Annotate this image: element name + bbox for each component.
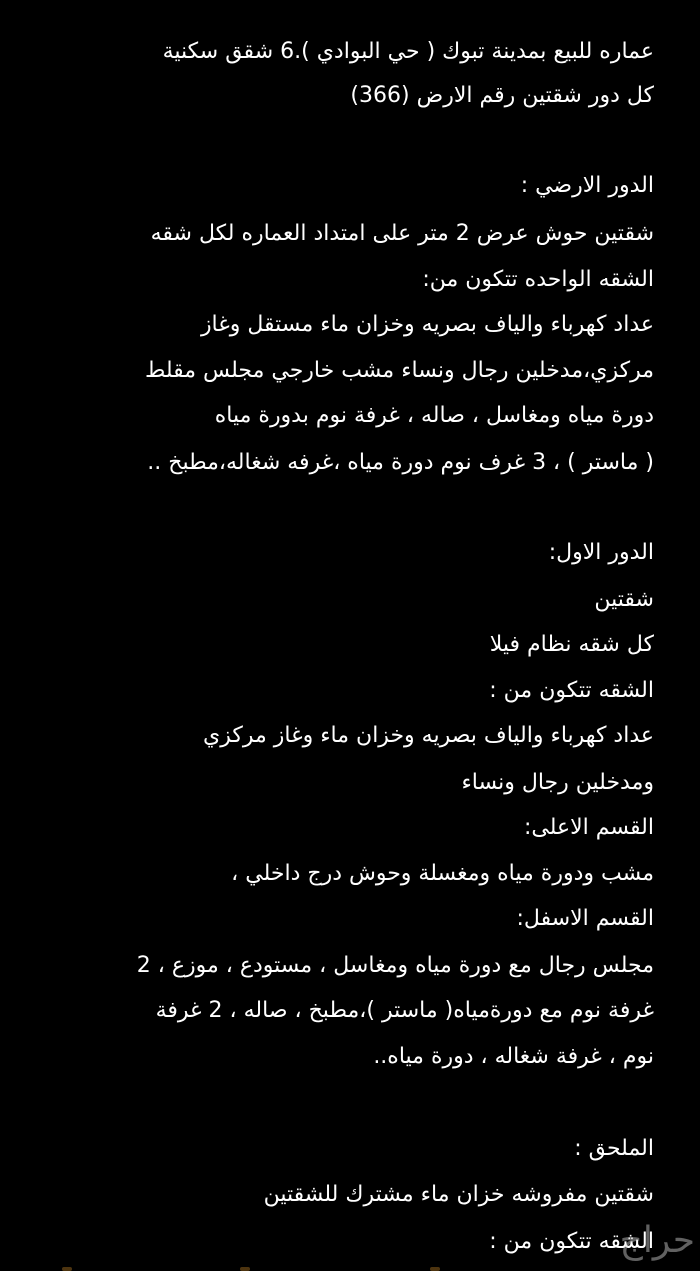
note-line-lower-1: مجلس رجال مع دورة مياه ومغاسل ، مستودع ، موزع ، 2 [136,953,654,978]
note-line-ground-4: مركزي،مدخلين رجال ونساء مشب خارجي مجلس مقلط [144,358,654,383]
note-line-first-5: ومدخلين رجال ونساء [461,770,654,795]
note-line-ground-1: شقتين حوش عرض 2 متر على امتداد العماره لكل شقه [150,221,654,246]
section-heading-ground-floor: الدور الارضي : [520,173,654,198]
note-line-upper-1: مشب ودورة مياه ومغسلة وحوش درج داخلي ، [231,861,654,886]
section-heading-lower-part: القسم الاسفل: [516,906,654,931]
page-dot [430,1267,440,1271]
note-line-ground-5: دورة مياه ومغاسل ، صاله ، غرفة نوم بدورة مياه [214,403,654,428]
note-line-ground-2: الشقه الواحده تتكون من: [422,267,654,292]
note-line-annex-2: الشقه تتكون من : [489,1229,654,1254]
note-line-ground-3: عداد كهرباء والياف بصريه وخزان ماء مستقل وغاز [200,312,654,337]
note-line-title: عماره للبيع بمدينة تبوك ( حي البوادي ).6 شقق سكنية [162,39,654,64]
page-dot [240,1267,250,1271]
section-heading-annex: الملحق : [574,1136,654,1161]
section-heading-upper-part: القسم الاعلى: [523,815,654,840]
note-line-ground-6: ( ماستر ) ، 3 غرف نوم دورة مياه ،غرفه شغاله،مطبخ .. [147,450,654,475]
note-line-lower-2: غرفة نوم مع دورةمياه( ماستر )،مطبخ ، صاله ، 2 غرفة [155,998,654,1023]
watermark-logo: حراج [619,1220,695,1261]
note-line-first-3: الشقه تتكون من : [489,678,654,703]
section-heading-first-floor: الدور الاول: [548,540,654,565]
note-line-annex-1: شقتين مفروشه خزان ماء مشترك للشقتين [263,1182,654,1207]
note-line-land-number: كل دور شقتين رقم الارض (366) [350,83,654,108]
page-indicator [0,1267,700,1271]
page-dot [62,1267,72,1271]
note-line-first-4: عداد كهرباء والياف بصريه وخزان ماء وغاز مركزي [203,723,654,748]
note-line-first-2: كل شقه نظام فيلا [489,632,654,657]
note-line-first-1: شقتين [594,587,654,612]
note-line-lower-3: نوم ، غرفة شغاله ، دورة مياه.. [373,1044,654,1069]
